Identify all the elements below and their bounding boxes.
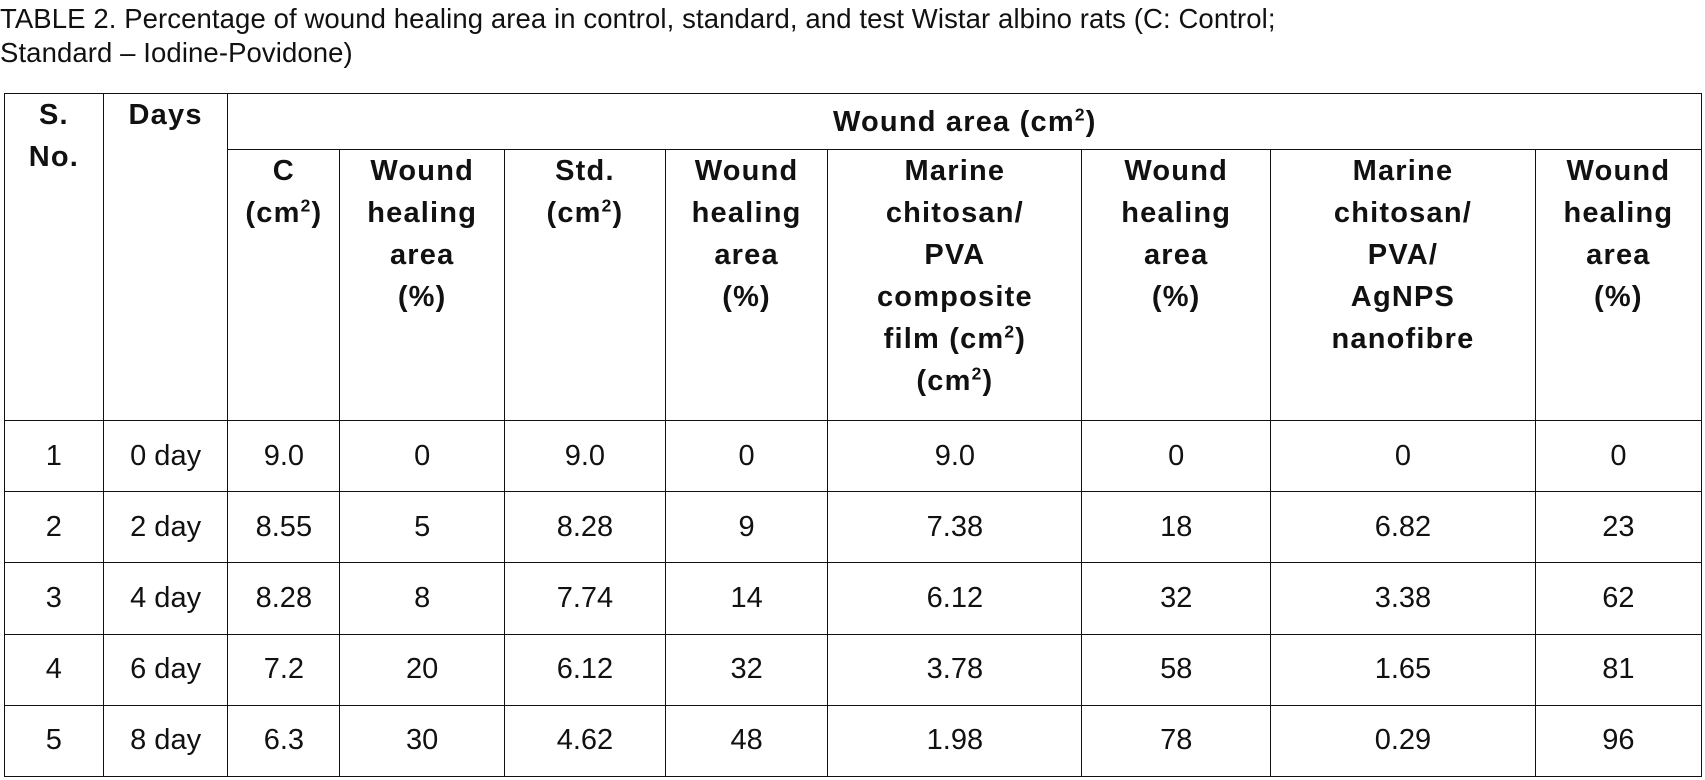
table-body — [5, 421, 1702, 777]
table-cell: 14 — [665, 563, 828, 634]
table-cell: 81 — [1535, 634, 1701, 705]
table-cell: 3.38 — [1271, 563, 1536, 634]
table-cell: 58 — [1082, 634, 1271, 705]
table-cell: 62 — [1535, 563, 1701, 634]
table-cell: 96 — [1535, 705, 1701, 776]
column-header-7: Marine chitosan/ PVA/ AgNPS nanofibre — [1271, 150, 1536, 421]
table-cell: 0 day — [103, 421, 228, 492]
table-cell: 1 — [5, 421, 104, 492]
caption-line-2: Standard – Iodine-Povidone) — [0, 37, 353, 68]
table-cell: 9.0 — [828, 421, 1082, 492]
table-cell: 1.65 — [1271, 634, 1536, 705]
header-sno: S. No. — [5, 94, 104, 421]
table-cell: 1.98 — [828, 705, 1082, 776]
table-row — [5, 563, 1702, 634]
table-cell: 8.28 — [228, 563, 340, 634]
table-cell: 6.12 — [828, 563, 1082, 634]
table-cell: 0.29 — [1271, 705, 1536, 776]
table-cell: 78 — [1082, 705, 1271, 776]
table-cell: 32 — [665, 634, 828, 705]
table-cell: 6.3 — [228, 705, 340, 776]
table-cell: 23 — [1535, 492, 1701, 563]
table-cell: 2 day — [103, 492, 228, 563]
column-header-5: Marine chitosan/ PVA composite film $(cm^2)$ $(cm^2)$ — [828, 150, 1082, 421]
table-row — [5, 705, 1702, 776]
table-cell: 9.0 — [505, 421, 666, 492]
table-cell: 8.55 — [228, 492, 340, 563]
table-cell: 9.0 — [228, 421, 340, 492]
column-header-1: C $(cm^2)$ — [228, 150, 340, 421]
table-cell: 8 day — [103, 705, 228, 776]
table-cell: 20 — [340, 634, 505, 705]
table-cell: 0 — [1535, 421, 1701, 492]
table-cell: 48 — [665, 705, 828, 776]
table-cell: 5 — [340, 492, 505, 563]
table-cell: 7.74 — [505, 563, 666, 634]
table-cell: 4 — [5, 634, 104, 705]
table-cell: 8 — [340, 563, 505, 634]
subheader-row — [5, 150, 1702, 421]
table-cell: 4.62 — [505, 705, 666, 776]
table-row — [5, 421, 1702, 492]
table-cell: 0 — [665, 421, 828, 492]
table-cell: 9 — [665, 492, 828, 563]
table-cell: 5 — [5, 705, 104, 776]
table-cell: 0 — [340, 421, 505, 492]
table-cell: 2 — [5, 492, 104, 563]
table-cell: 6 day — [103, 634, 228, 705]
table-cell: 0 — [1082, 421, 1271, 492]
column-header-6: Wound healing area (%) — [1082, 150, 1271, 421]
table-row — [5, 634, 1702, 705]
header-days: Days — [103, 94, 228, 421]
column-header-4: Wound healing area (%) — [665, 150, 828, 421]
table-cell: 30 — [340, 705, 505, 776]
column-header-3: Std. $(cm^2)$ — [505, 150, 666, 421]
table-cell: 8.28 — [505, 492, 666, 563]
table-cell: 3.78 — [828, 634, 1082, 705]
table-cell: 32 — [1082, 563, 1271, 634]
wound-area-table — [4, 93, 1702, 777]
table-row — [5, 492, 1702, 563]
column-header-8: Wound healing area (%) — [1535, 150, 1701, 421]
header-wound-area-group: Wound area $(cm^2)$ — [228, 94, 1702, 150]
table-caption — [0, 2, 1690, 70]
table-cell: 6.82 — [1271, 492, 1536, 563]
table-cell: 0 — [1271, 421, 1536, 492]
table-cell: 4 day — [103, 563, 228, 634]
caption-line-1: TABLE 2. Percentage of wound healing area in control, standard, and test Wistar albino rats (C: Control; — [0, 3, 1276, 34]
table-cell: 18 — [1082, 492, 1271, 563]
column-header-2: Wound healing area (%) — [340, 150, 505, 421]
table-cell: 6.12 — [505, 634, 666, 705]
table-cell: 3 — [5, 563, 104, 634]
table-cell: 7.2 — [228, 634, 340, 705]
table-cell: 7.38 — [828, 492, 1082, 563]
